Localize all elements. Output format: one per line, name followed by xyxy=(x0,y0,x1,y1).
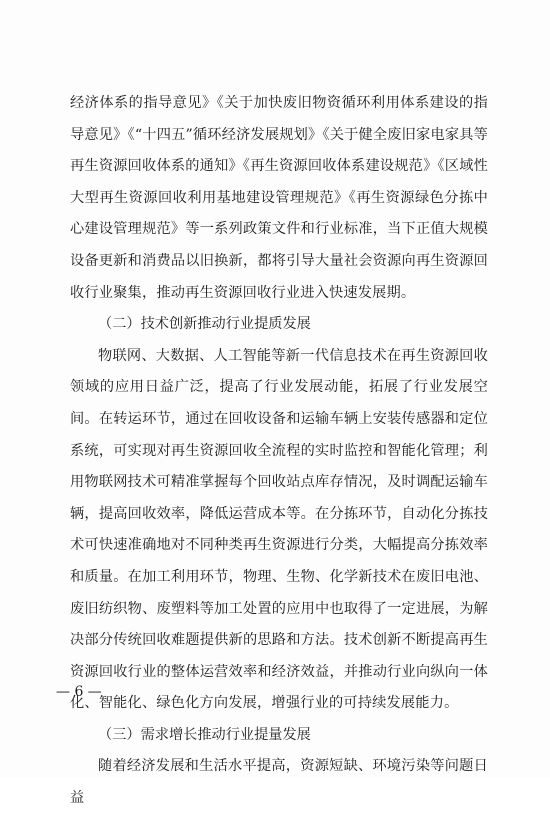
page-number: — 6 — xyxy=(56,684,102,700)
document-body xyxy=(70,88,488,815)
paragraph-tech-innovation: 物联网、大数据、人工智能等新一代信息技术在再生资源回收领域的应用日益广泛，提高了行业发展动能，拓展了行业发展空间。在转运环节，通过在回收设备和运输车辆上安装传感器和定位系统，可实现对再生资源回收全流程的实时监控和智能化管理；利用物联网技术可精准掌握每个回收站点库存情况，及时调配运输车辆，提高回收效率，降低运营成本等。在分拣环节，自动化分拣技术可快速准确地对不同种类再生资源进行分类，大幅提高分拣效率和质量。在加工利用环节，物理、生物、化学新技术在废旧电池、废旧纺织物、废塑料等加工处置的应用中也取得了一定进展，为解决部分传统回收难题提供新的思路和方法。技术创新不断提高再生资源回收行业的整体运营效率和经济效益，并推动行业向纵向一体化、智能化、绿色化方向发展，增强行业的可持续发展能力。 xyxy=(70,347,488,712)
section-heading-demand-growth: （三）需求增长推动行业提量发展 xyxy=(98,726,311,743)
section-heading-tech-innovation: （二）技术创新推动行业提质发展 xyxy=(98,316,311,333)
paragraph-policy-documents: 经济体系的指导意见》《关于加快废旧物资循环利用体系建设的指导意见》《“十四五”循环经济发展规划》《关于健全废旧家电家具等再生资源回收体系的通知》《再生资源回收体系建设规范》《区域性大型再生资源回收利用基地建设管理规范》《再生资源绿色分拣中心建设管理规范》等一系列政策文件和行业标准，当下正值大规模设备更新和消费品以旧换新，都将引导大量社会资源向再生资源回收行业聚集，推动再生资源回收行业进入快速发展期。 xyxy=(70,95,488,301)
paragraph-demand-growth: 随着经济发展和生活水平提高，资源短缺、环境污染等问题日益 xyxy=(70,758,488,807)
